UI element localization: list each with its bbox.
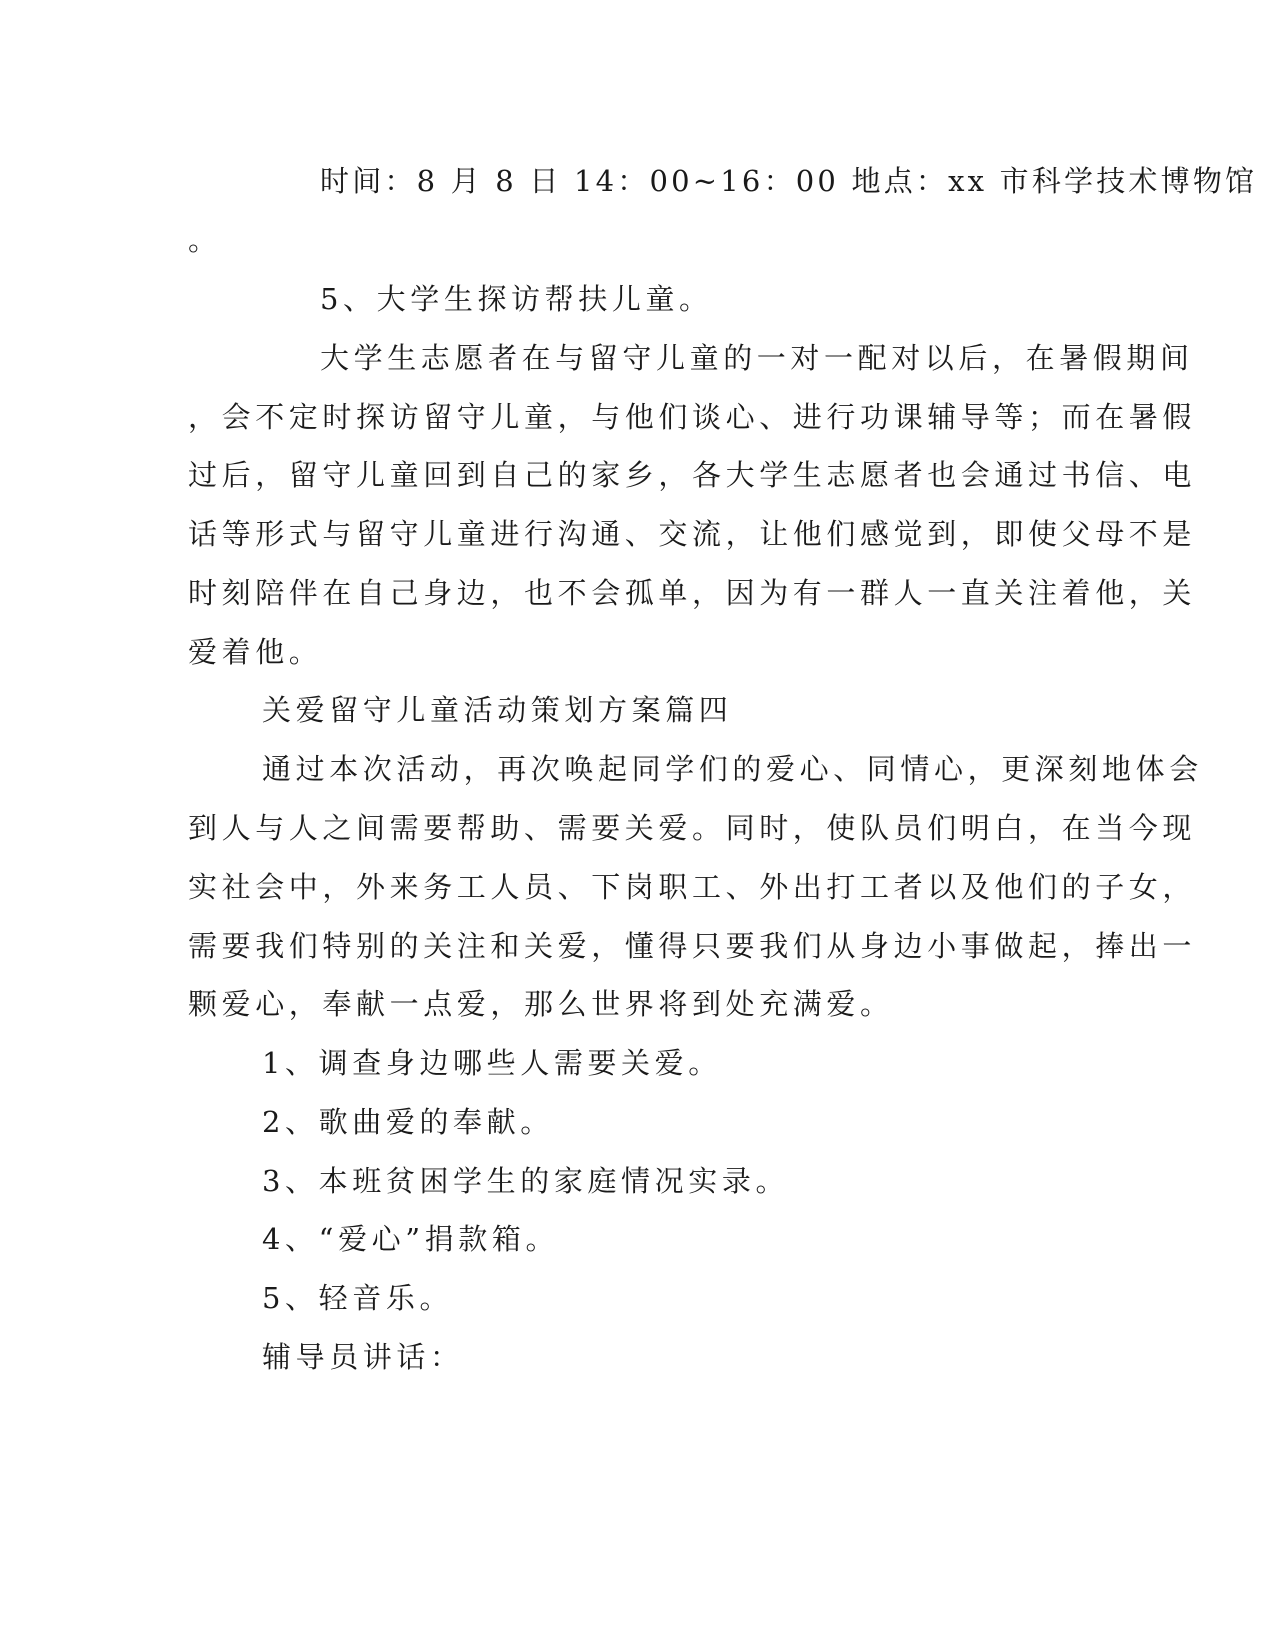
speech-heading: 辅导员讲话： (262, 1340, 464, 1374)
paragraph-line: 通过本次活动，再次唤起同学们的爱心、同情心，更深刻地体会 (262, 752, 1203, 786)
schedule-line: 时间：8 月 8 日 14：00~16：00 地点：xx 市科学技术博物馆 (320, 164, 1258, 198)
schedule-line-end: 。 (188, 223, 222, 257)
list-item: 4、“爱心”捐款箱。 (262, 1222, 560, 1256)
section-title: 关爱留守儿童活动策划方案篇四 (262, 693, 733, 727)
paragraph-line: 过后，留守儿童回到自己的家乡，各大学生志愿者也会通过书信、电 (188, 458, 1197, 492)
paragraph-line: 大学生志愿者在与留守儿童的一对一配对以后，在暑假期间 (320, 341, 1194, 375)
paragraph-line: 颗爱心，奉献一点爱，那么世界将到处充满爱。 (188, 987, 894, 1021)
item-heading: 5、大学生探访帮扶儿童。 (320, 282, 713, 316)
paragraph-line: ，会不定时探访留守儿童，与他们谈心、进行功课辅导等；而在暑假 (188, 400, 1197, 434)
paragraph-line: 需要我们特别的关注和关爱，懂得只要我们从身边小事做起，捧出一 (188, 929, 1197, 963)
list-item: 3、本班贫困学生的家庭情况实录。 (262, 1164, 790, 1198)
paragraph-line: 话等形式与留守儿童进行沟通、交流，让他们感觉到，即使父母不是 (188, 517, 1197, 551)
list-item: 5、轻音乐。 (262, 1281, 454, 1315)
paragraph-line: 爱着他。 (188, 635, 323, 669)
paragraph-line: 时刻陪伴在自己身边，也不会孤单，因为有一群人一直关注着他，关 (188, 576, 1197, 610)
paragraph-line: 到人与人之间需要帮助、需要关爱。同时，使队员们明白，在当今现 (188, 811, 1197, 845)
list-item: 1、调查身边哪些人需要关爱。 (262, 1046, 722, 1080)
paragraph-line: 实社会中，外来务工人员、下岗职工、外出打工者以及他们的子女， (188, 870, 1197, 904)
list-item: 2、歌曲爱的奉献。 (262, 1105, 554, 1139)
